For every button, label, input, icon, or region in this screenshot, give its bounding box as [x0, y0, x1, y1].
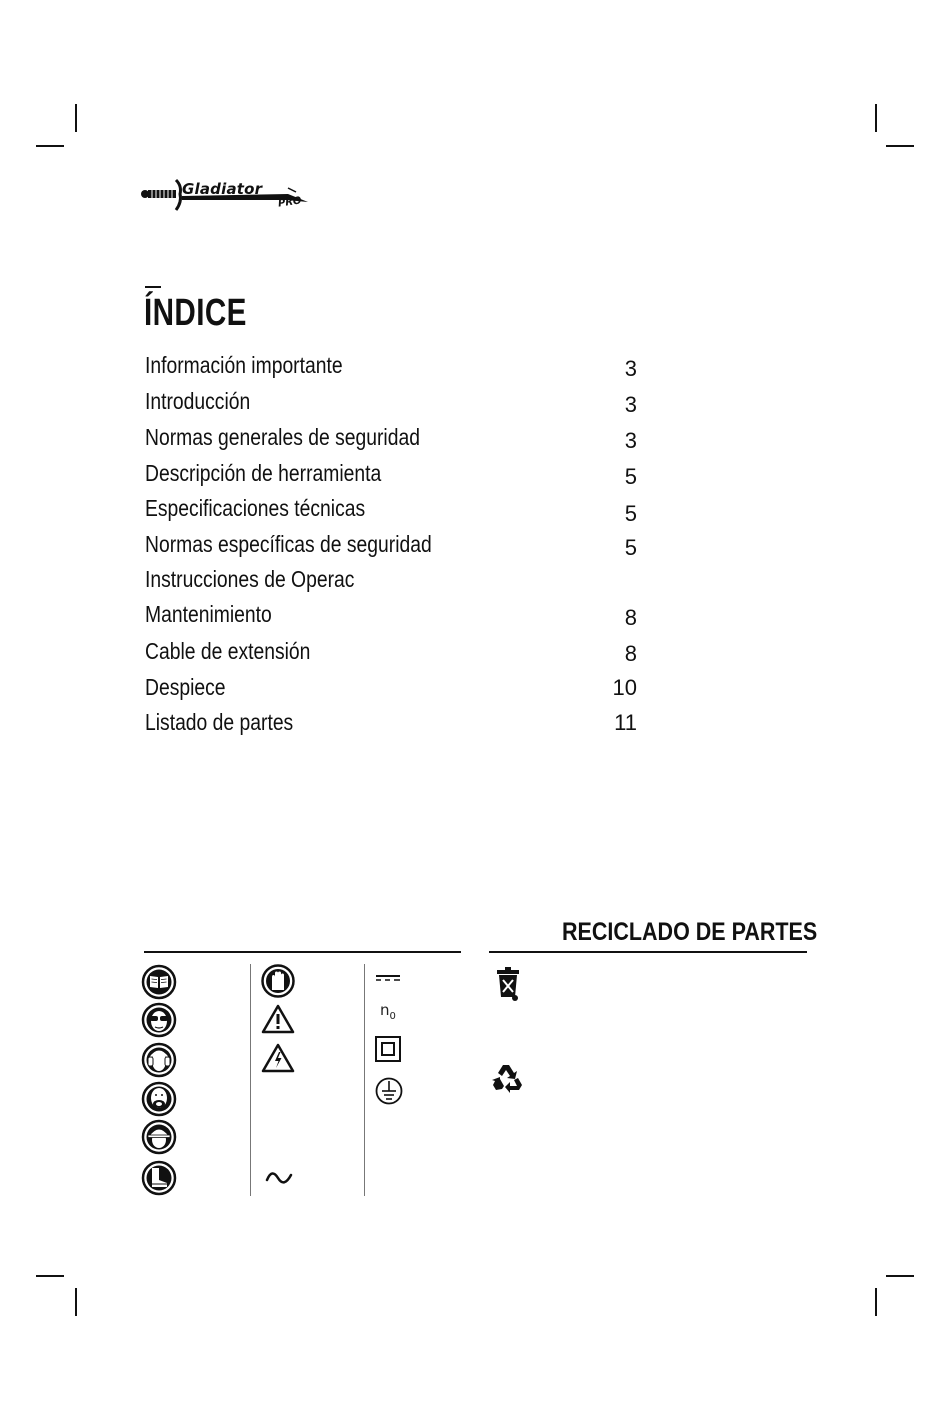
toc-page: 5	[624, 535, 637, 560]
safety-glasses-icon	[141, 1002, 177, 1038]
toc-row	[145, 495, 640, 525]
recycle-icon	[491, 1061, 525, 1093]
safety-boots-icon	[141, 1160, 177, 1196]
toc-label: Información importante	[145, 352, 343, 378]
toc-row	[145, 674, 640, 704]
recycling-rule	[489, 951, 807, 953]
read-manual-icon	[141, 964, 177, 1000]
brand-sub: PRO	[277, 195, 303, 210]
toc-row	[145, 601, 640, 631]
dust-mask-icon	[141, 1081, 177, 1117]
symbols-rule	[144, 951, 461, 953]
toc-page: 11	[614, 710, 637, 735]
toc-label: Listado de partes	[145, 709, 294, 735]
toc-page: 3	[624, 428, 637, 453]
column-divider	[250, 964, 251, 1196]
toc-label: Normas específicas de seguridad	[145, 531, 432, 557]
toc-row	[145, 424, 640, 454]
toc-label: Introducción	[145, 388, 251, 414]
toc-row	[145, 352, 640, 382]
no-load-speed-letter: n	[380, 1001, 390, 1019]
toc-page: 5	[624, 501, 637, 526]
toc-row	[145, 638, 640, 668]
brand-name: Gladiator	[182, 180, 263, 198]
brand-logo	[140, 176, 310, 218]
toc-row	[145, 388, 640, 418]
electric-hazard-icon	[261, 1042, 295, 1074]
crop-mark	[886, 1275, 914, 1277]
direct-current-icon	[375, 972, 403, 984]
ground-icon	[374, 1076, 404, 1106]
gloves-icon	[261, 964, 295, 998]
alternating-current-icon	[264, 1168, 294, 1188]
recycling-title: RECICLADO DE PARTES	[562, 918, 818, 946]
toc-page: 3	[624, 356, 637, 381]
title-accent	[145, 286, 161, 288]
toc-page: 8	[624, 605, 637, 630]
toc-row	[145, 566, 640, 596]
no-load-speed-symbol	[380, 1001, 396, 1022]
toc-label: Especificaciones técnicas	[145, 495, 366, 521]
crop-mark	[36, 145, 64, 147]
no-load-speed-subscript: 0	[389, 1011, 396, 1022]
toc-page: 5	[624, 464, 637, 489]
ear-protection-icon	[141, 1042, 177, 1078]
crop-mark	[75, 104, 77, 132]
column-divider	[364, 964, 365, 1196]
toc-label: Normas generales de seguridad	[145, 424, 420, 450]
toc-label: Mantenimiento	[145, 601, 272, 627]
crop-mark	[886, 145, 914, 147]
toc-row	[145, 460, 640, 490]
crop-mark	[36, 1275, 64, 1277]
page-title: ÍNDICE	[144, 292, 247, 334]
toc-label: Cable de extensión	[145, 638, 311, 664]
toc-label: Descripción de herramienta	[145, 460, 382, 486]
toc-label: Instrucciones de Operac	[145, 566, 355, 592]
crop-mark	[875, 1288, 877, 1316]
toc-page: 10	[612, 675, 637, 700]
toc-row	[145, 709, 640, 739]
toc-label: Despiece	[145, 674, 226, 700]
toc-row	[145, 531, 640, 561]
double-insulation-icon	[374, 1035, 402, 1063]
warning-triangle-icon	[261, 1003, 295, 1035]
helmet-icon	[141, 1119, 177, 1155]
toc-page: 3	[624, 392, 637, 417]
crossed-bin-icon	[494, 967, 524, 1003]
toc-page: 8	[624, 641, 637, 666]
crop-mark	[75, 1288, 77, 1316]
crop-mark	[875, 104, 877, 132]
